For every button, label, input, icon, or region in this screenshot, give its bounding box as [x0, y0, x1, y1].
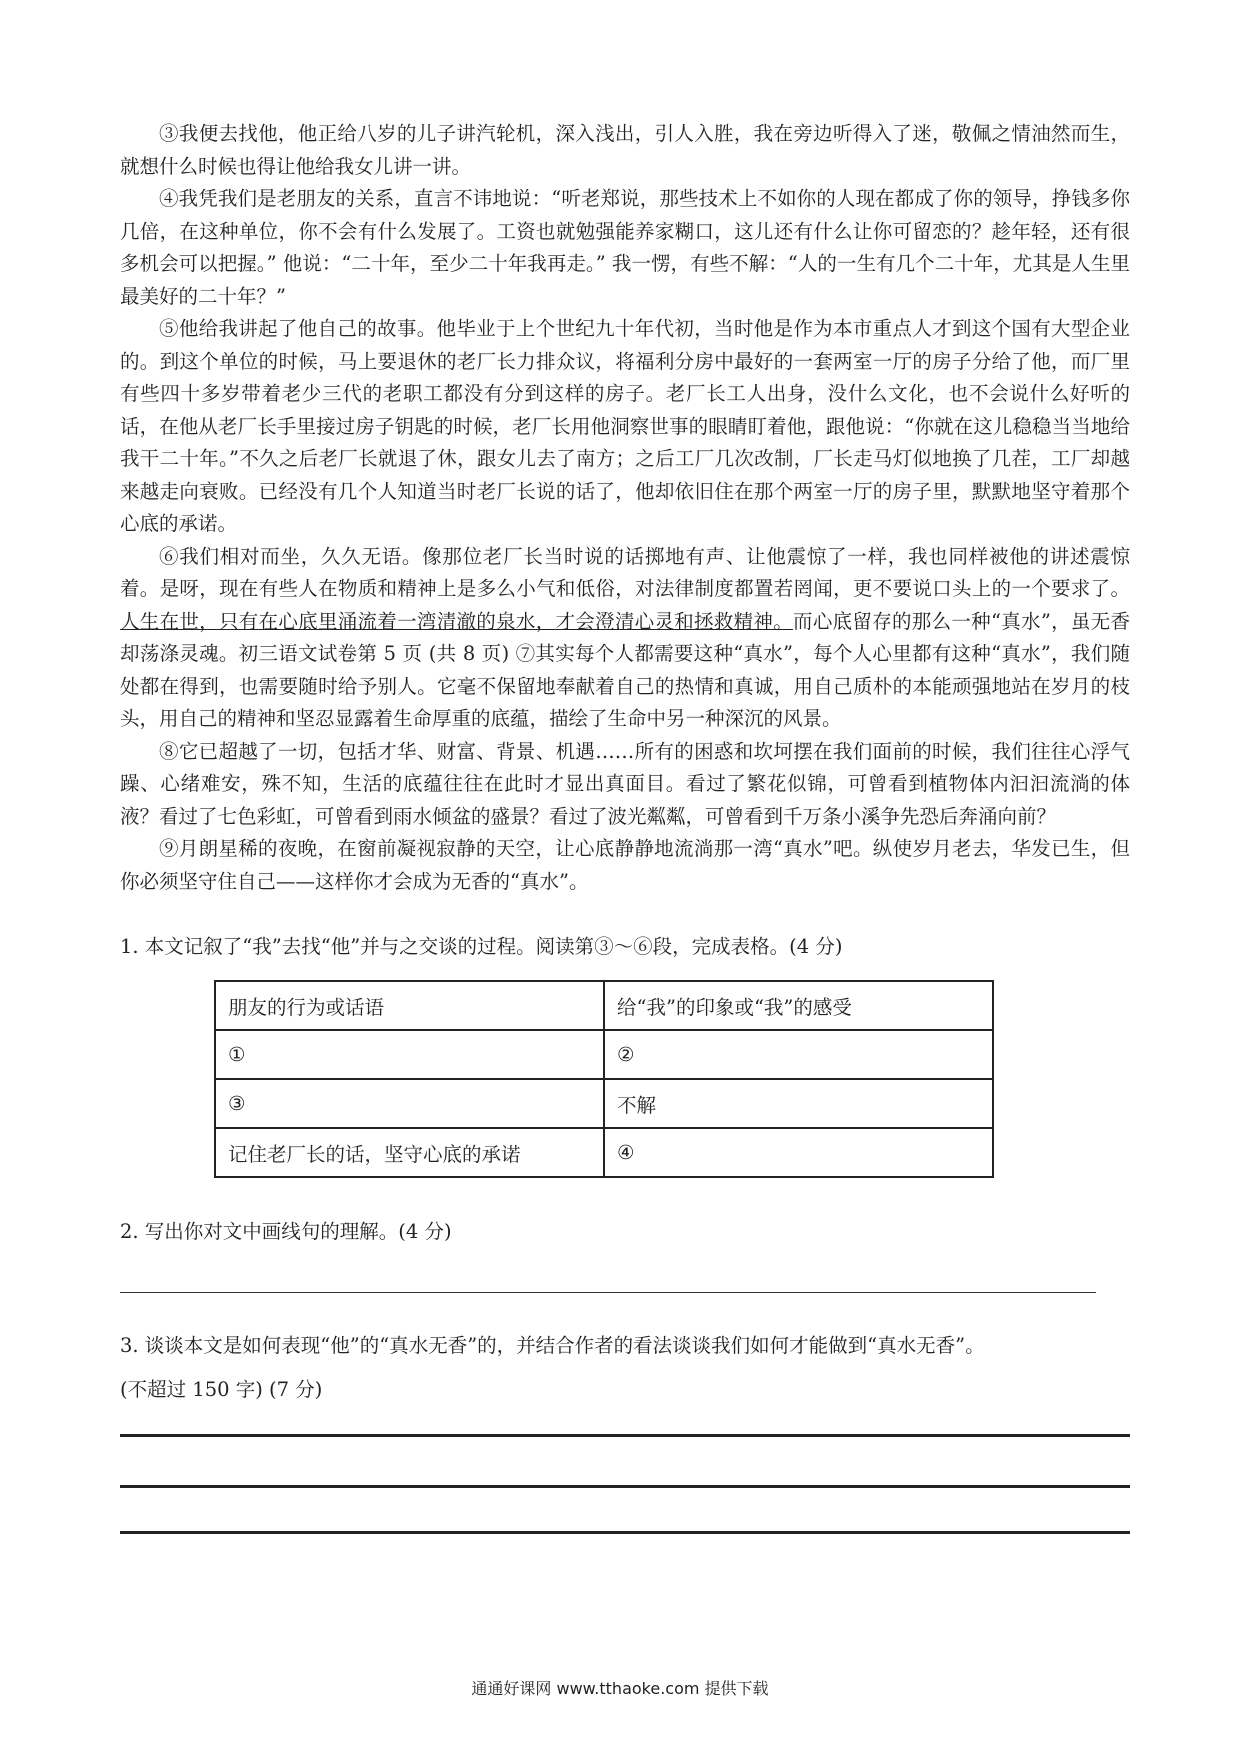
- table-cell: 不解: [604, 1079, 993, 1128]
- table-row: [215, 1128, 993, 1177]
- question-2: 2. 写出你对文中画线句的理解。(4 分): [120, 1220, 452, 1243]
- answer-table: [214, 980, 994, 1178]
- paragraph-3: ③我便去找他，他正给八岁的儿子讲汽轮机，深入浅出，引人入胜，我在旁边听得入了迷，敬佩之情油然而生，就想什么时候也得让他给我女儿讲一讲。: [120, 122, 1130, 178]
- reading-passage: [120, 118, 1130, 898]
- paragraph-5: ⑤他给我讲起了他自己的故事。他毕业于上个世纪九十年代初，当时他是作为本市重点人才到这个国有大型企业的。到这个单位的时候，马上要退休的老厂长力排众议，将福利分房中最好的一套两室一厅的房子分给了他，而厂里有些四十多岁带着老少三代的老职工都没有分到这样的房子。老厂长工人出身，没什么文化，也不会说什么好听的话，在他从老厂长手里接过房子钥匙的时候，老厂长用他洞察世事的眼睛盯着他，跟他说：“你就在这儿稳稳当当地给我干二十年。”不久之后老厂长就退了休，跟女儿去了南方；之后工厂几次改制，厂长走马灯似地换了几茬，工厂却越来越走向衰败。已经没有几个人知道当时老厂长说的话了，他却依旧住在那个两室一厅的房子里，默默地坚守着那个心底的承诺。: [120, 317, 1130, 535]
- answer-line-q2[interactable]: [120, 1292, 1096, 1293]
- paragraph-6-before: ⑥我们相对而坐，久久无语。像那位老厂长当时说的话掷地有声、让他震惊了一样，我也同样被他的讲述震惊着。是呀，现在有些人在物质和精神上是多么小气和低俗，对法律制度都置若罔闻，更不要说口头上的一个要求了。: [120, 544, 1130, 600]
- answer-line-q3[interactable]: [120, 1434, 1130, 1437]
- answer-line-q3[interactable]: [120, 1485, 1130, 1488]
- table-cell[interactable]: ②: [604, 1030, 993, 1079]
- paragraph-8: ⑧它已超越了一切，包括才华、财富、背景、机遇……所有的困惑和坎坷摆在我们面前的时候，我们往往心浮气躁、心绪难安，殊不知，生活的底蕴往往在此时才显出真面目。看过了繁花似锦，可曾看到植物体内汩汩流淌的体液？看过了七色彩虹，可曾看到雨水倾盆的盛景？看过了波光粼粼，可曾看到千万条小溪争先恐后奔涌向前？: [120, 739, 1130, 828]
- question-3-note: (不超过 150 字) (7 分): [120, 1378, 323, 1401]
- question-3: 3. 谈谈本文是如何表现“他”的“真水无香”的，并结合作者的看法谈谈我们如何才能做到“真水无香”。: [120, 1334, 985, 1357]
- table-cell: 记住老厂长的话，坚守心底的承诺: [215, 1128, 604, 1177]
- answer-line-q3[interactable]: [120, 1531, 1130, 1534]
- table-header-cell: 给“我”的印象或“我”的感受: [604, 981, 993, 1030]
- page-footer: 通通好课网 www.tthaoke.com 提供下载: [471, 1679, 769, 1698]
- table-header-cell: 朋友的行为或话语: [215, 981, 604, 1030]
- table-header-row: [215, 981, 993, 1030]
- table-cell[interactable]: ③: [215, 1079, 604, 1128]
- paragraph-4: ④我凭我们是老朋友的关系，直言不讳地说：“听老郑说，那些技术上不如你的人现在都成了你的领导，挣钱多你几倍，在这种单位，你不会有什么发展了。工资也就勉强能养家糊口，这儿还有什么让你可留恋的？趁年轻，还有很多机会可以把握。” 他说：“二十年，至少二十年我再走。” 我一愣，有些不解：“人的一生有几个二十年，尤其是人生里最美好的二十年？”: [120, 187, 1130, 308]
- table-row: [215, 1030, 993, 1079]
- table-cell[interactable]: ④: [604, 1128, 993, 1177]
- exam-page: [120, 118, 1130, 1534]
- paragraph-9: ⑨月朗星稀的夜晚，在窗前凝视寂静的天空，让心底静静地流淌那一湾“真水”吧。纵使岁月老去，华发已生，但你必须坚守住自己——这样你才会成为无香的“真水”。: [120, 837, 1130, 893]
- paragraph-6: [120, 541, 1130, 736]
- question-1: 1. 本文记叙了“我”去找“他”并与之交谈的过程。阅读第③～⑥段，完成表格。(4 分): [120, 935, 843, 958]
- table-cell[interactable]: ①: [215, 1030, 604, 1079]
- table-row: [215, 1079, 993, 1128]
- underlined-sentence: 人生在世，只有在心底里涌流着一湾清澈的泉水，才会澄清心灵和拯救精神。: [120, 609, 794, 633]
- paragraph-6-after: 而心底留存的那么一种“真水”，虽无香却荡涤灵魂。初三语文试卷第 5 页 (共 8 页) ⑦其实每个人都需要这种“真水”，每个人心里都有这种“真水”，我们随处都在得到，也需要随时给予别人。它毫不保留地奉献着自己的热情和真诚，用自己质朴的本能顽强地站在岁月的枝头，用自己的精神和坚忍显露着生命厚重的底蕴，描绘了生命中另一种深沉的风景。: [120, 609, 1130, 730]
